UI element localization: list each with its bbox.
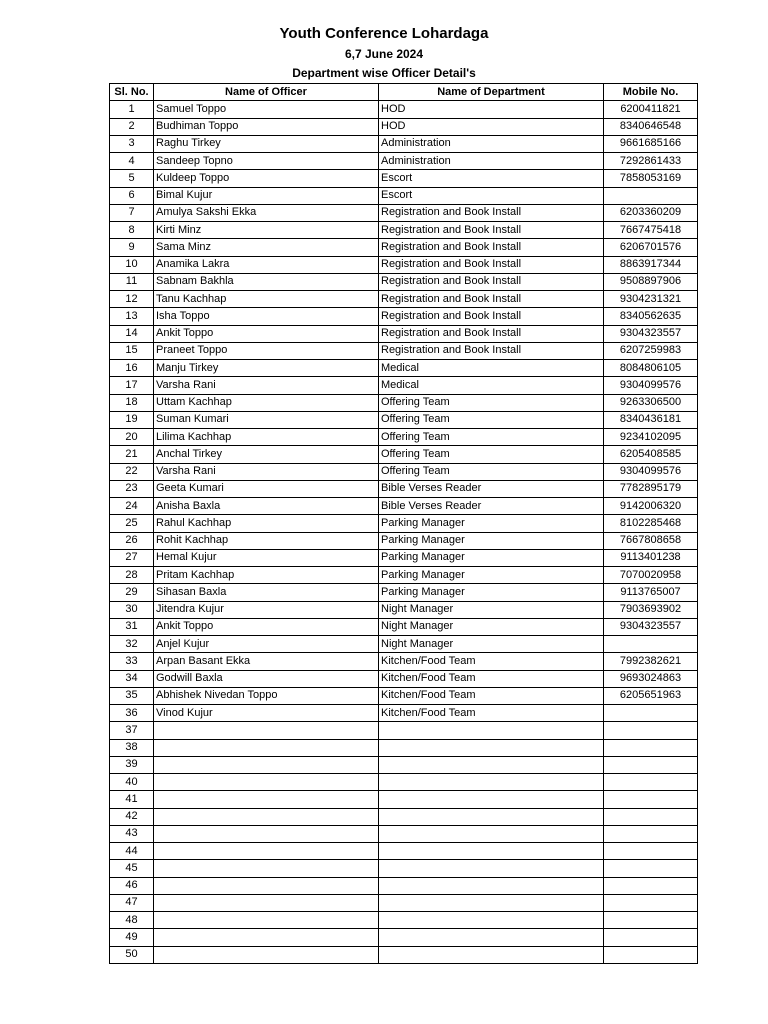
cell-officer-name: Geeta Kumari bbox=[154, 480, 379, 497]
cell-sl-no: 42 bbox=[110, 808, 154, 825]
cell-mobile-no bbox=[604, 705, 698, 722]
cell-department-name bbox=[379, 912, 604, 929]
table-row bbox=[110, 170, 698, 187]
cell-department-name bbox=[379, 808, 604, 825]
cell-officer-name: Vinod Kujur bbox=[154, 705, 379, 722]
cell-mobile-no: 8340646548 bbox=[604, 118, 698, 135]
cell-officer-name bbox=[154, 739, 379, 756]
document-title: Youth Conference Lohardaga bbox=[279, 25, 489, 42]
cell-sl-no: 21 bbox=[110, 446, 154, 463]
table-row bbox=[110, 342, 698, 359]
cell-officer-name: Isha Toppo bbox=[154, 308, 379, 325]
cell-department-name: HOD bbox=[379, 118, 604, 135]
cell-officer-name: Sandeep Topno bbox=[154, 153, 379, 170]
cell-officer-name bbox=[154, 860, 379, 877]
cell-sl-no: 8 bbox=[110, 222, 154, 239]
cell-department-name: Offering Team bbox=[379, 411, 604, 428]
cell-department-name: Night Manager bbox=[379, 601, 604, 618]
cell-officer-name bbox=[154, 791, 379, 808]
cell-mobile-no: 9661685166 bbox=[604, 135, 698, 152]
table-row bbox=[110, 601, 698, 618]
cell-department-name: Parking Manager bbox=[379, 567, 604, 584]
cell-officer-name: Manju Tirkey bbox=[154, 360, 379, 377]
header-officer-name: Name of Officer bbox=[154, 84, 379, 101]
cell-department-name bbox=[379, 929, 604, 946]
cell-department-name: Registration and Book Install bbox=[379, 256, 604, 273]
cell-officer-name: Hemal Kujur bbox=[154, 549, 379, 566]
cell-officer-name: Ankit Toppo bbox=[154, 618, 379, 635]
cell-sl-no: 33 bbox=[110, 653, 154, 670]
table-row bbox=[110, 705, 698, 722]
table-row bbox=[110, 222, 698, 239]
header-mobile-no: Mobile No. bbox=[604, 84, 698, 101]
table-row bbox=[110, 273, 698, 290]
cell-sl-no: 34 bbox=[110, 670, 154, 687]
cell-mobile-no bbox=[604, 929, 698, 946]
cell-sl-no: 6 bbox=[110, 187, 154, 204]
cell-officer-name: Godwill Baxla bbox=[154, 670, 379, 687]
cell-mobile-no bbox=[604, 808, 698, 825]
table-row bbox=[110, 377, 698, 394]
table-row bbox=[110, 912, 698, 929]
cell-mobile-no: 9263306500 bbox=[604, 394, 698, 411]
cell-department-name: Medical bbox=[379, 360, 604, 377]
cell-officer-name bbox=[154, 877, 379, 894]
cell-department-name: Offering Team bbox=[379, 394, 604, 411]
cell-mobile-no: 6207259983 bbox=[604, 342, 698, 359]
cell-department-name: Administration bbox=[379, 153, 604, 170]
cell-sl-no: 45 bbox=[110, 860, 154, 877]
cell-officer-name: Varsha Rani bbox=[154, 377, 379, 394]
cell-department-name: Kitchen/Food Team bbox=[379, 670, 604, 687]
table-row bbox=[110, 256, 698, 273]
table-row bbox=[110, 756, 698, 773]
cell-sl-no: 27 bbox=[110, 549, 154, 566]
cell-mobile-no bbox=[604, 187, 698, 204]
cell-sl-no: 22 bbox=[110, 463, 154, 480]
cell-department-name: Bible Verses Reader bbox=[379, 480, 604, 497]
cell-mobile-no bbox=[604, 860, 698, 877]
table-row bbox=[110, 463, 698, 480]
cell-department-name: Registration and Book Install bbox=[379, 308, 604, 325]
cell-mobile-no bbox=[604, 825, 698, 842]
table-row bbox=[110, 135, 698, 152]
cell-officer-name: Bimal Kujur bbox=[154, 187, 379, 204]
table-row bbox=[110, 860, 698, 877]
table-row bbox=[110, 515, 698, 532]
cell-department-name bbox=[379, 877, 604, 894]
cell-officer-name: Anchal Tirkey bbox=[154, 446, 379, 463]
table-row bbox=[110, 636, 698, 653]
table-row bbox=[110, 118, 698, 135]
cell-officer-name: Abhishek Nivedan Toppo bbox=[154, 687, 379, 704]
cell-department-name: Kitchen/Food Team bbox=[379, 653, 604, 670]
table-row bbox=[110, 394, 698, 411]
cell-mobile-no: 9304231321 bbox=[604, 291, 698, 308]
cell-mobile-no: 7992382621 bbox=[604, 653, 698, 670]
cell-mobile-no: 9304323557 bbox=[604, 618, 698, 635]
cell-sl-no: 46 bbox=[110, 877, 154, 894]
cell-department-name: Registration and Book Install bbox=[379, 239, 604, 256]
cell-department-name bbox=[379, 774, 604, 791]
table-heading: Department wise Officer Detail's bbox=[292, 66, 476, 80]
table-row bbox=[110, 825, 698, 842]
table-row bbox=[110, 618, 698, 635]
cell-sl-no: 16 bbox=[110, 360, 154, 377]
table-row bbox=[110, 549, 698, 566]
table-row bbox=[110, 567, 698, 584]
cell-mobile-no: 9113401238 bbox=[604, 549, 698, 566]
cell-sl-no: 37 bbox=[110, 722, 154, 739]
table-row bbox=[110, 187, 698, 204]
officer-table bbox=[109, 83, 698, 964]
table-row bbox=[110, 204, 698, 221]
cell-department-name bbox=[379, 825, 604, 842]
cell-officer-name: Uttam Kachhap bbox=[154, 394, 379, 411]
cell-mobile-no: 9113765007 bbox=[604, 584, 698, 601]
table-row bbox=[110, 894, 698, 911]
cell-mobile-no bbox=[604, 774, 698, 791]
table-row bbox=[110, 739, 698, 756]
cell-sl-no: 29 bbox=[110, 584, 154, 601]
cell-department-name: Night Manager bbox=[379, 618, 604, 635]
cell-officer-name: Anisha Baxla bbox=[154, 498, 379, 515]
cell-sl-no: 49 bbox=[110, 929, 154, 946]
cell-sl-no: 41 bbox=[110, 791, 154, 808]
cell-officer-name: Sama Minz bbox=[154, 239, 379, 256]
cell-officer-name bbox=[154, 946, 379, 963]
cell-department-name bbox=[379, 843, 604, 860]
cell-department-name: Escort bbox=[379, 187, 604, 204]
cell-sl-no: 3 bbox=[110, 135, 154, 152]
cell-mobile-no: 6205408585 bbox=[604, 446, 698, 463]
cell-mobile-no: 9304099576 bbox=[604, 377, 698, 394]
cell-mobile-no: 6203360209 bbox=[604, 204, 698, 221]
cell-department-name bbox=[379, 722, 604, 739]
cell-department-name: Parking Manager bbox=[379, 549, 604, 566]
cell-mobile-no bbox=[604, 877, 698, 894]
cell-department-name: Offering Team bbox=[379, 429, 604, 446]
cell-mobile-no: 7667475418 bbox=[604, 222, 698, 239]
cell-mobile-no bbox=[604, 791, 698, 808]
cell-sl-no: 28 bbox=[110, 567, 154, 584]
cell-officer-name: Anjel Kujur bbox=[154, 636, 379, 653]
cell-mobile-no: 9234102095 bbox=[604, 429, 698, 446]
table-header-row bbox=[110, 84, 698, 101]
table-row bbox=[110, 480, 698, 497]
table-row bbox=[110, 325, 698, 342]
cell-department-name: Registration and Book Install bbox=[379, 222, 604, 239]
cell-department-name: Parking Manager bbox=[379, 584, 604, 601]
cell-mobile-no: 8863917344 bbox=[604, 256, 698, 273]
cell-mobile-no bbox=[604, 912, 698, 929]
cell-sl-no: 2 bbox=[110, 118, 154, 135]
cell-officer-name: Samuel Toppo bbox=[154, 101, 379, 118]
cell-sl-no: 15 bbox=[110, 342, 154, 359]
cell-officer-name bbox=[154, 774, 379, 791]
cell-mobile-no: 7667808658 bbox=[604, 532, 698, 549]
cell-officer-name: Varsha Rani bbox=[154, 463, 379, 480]
cell-department-name: Bible Verses Reader bbox=[379, 498, 604, 515]
cell-mobile-no: 8084806105 bbox=[604, 360, 698, 377]
cell-officer-name: Rahul Kachhap bbox=[154, 515, 379, 532]
cell-sl-no: 32 bbox=[110, 636, 154, 653]
cell-sl-no: 23 bbox=[110, 480, 154, 497]
cell-officer-name bbox=[154, 808, 379, 825]
cell-officer-name: Ankit Toppo bbox=[154, 325, 379, 342]
cell-sl-no: 24 bbox=[110, 498, 154, 515]
cell-department-name bbox=[379, 739, 604, 756]
table-row bbox=[110, 687, 698, 704]
cell-officer-name: Budhiman Toppo bbox=[154, 118, 379, 135]
cell-sl-no: 20 bbox=[110, 429, 154, 446]
table-row bbox=[110, 877, 698, 894]
cell-sl-no: 9 bbox=[110, 239, 154, 256]
table-row bbox=[110, 498, 698, 515]
table-row bbox=[110, 584, 698, 601]
cell-department-name: Registration and Book Install bbox=[379, 204, 604, 221]
table-row bbox=[110, 653, 698, 670]
cell-department-name: Kitchen/Food Team bbox=[379, 705, 604, 722]
cell-mobile-no bbox=[604, 894, 698, 911]
table-row bbox=[110, 153, 698, 170]
cell-sl-no: 50 bbox=[110, 946, 154, 963]
cell-mobile-no: 8340562635 bbox=[604, 308, 698, 325]
cell-sl-no: 18 bbox=[110, 394, 154, 411]
cell-mobile-no: 6205651963 bbox=[604, 687, 698, 704]
cell-department-name: Parking Manager bbox=[379, 532, 604, 549]
cell-sl-no: 40 bbox=[110, 774, 154, 791]
cell-officer-name bbox=[154, 912, 379, 929]
cell-sl-no: 4 bbox=[110, 153, 154, 170]
table-row bbox=[110, 774, 698, 791]
cell-mobile-no: 7782895179 bbox=[604, 480, 698, 497]
cell-sl-no: 14 bbox=[110, 325, 154, 342]
cell-department-name: Registration and Book Install bbox=[379, 273, 604, 290]
cell-officer-name: Lilima Kachhap bbox=[154, 429, 379, 446]
cell-officer-name: Sihasan Baxla bbox=[154, 584, 379, 601]
cell-officer-name: Praneet Toppo bbox=[154, 342, 379, 359]
cell-sl-no: 48 bbox=[110, 912, 154, 929]
table-row bbox=[110, 446, 698, 463]
table-row bbox=[110, 429, 698, 446]
cell-officer-name: Rohit Kachhap bbox=[154, 532, 379, 549]
cell-department-name: HOD bbox=[379, 101, 604, 118]
cell-department-name: Kitchen/Food Team bbox=[379, 687, 604, 704]
cell-officer-name: Kirti Minz bbox=[154, 222, 379, 239]
cell-sl-no: 13 bbox=[110, 308, 154, 325]
cell-sl-no: 25 bbox=[110, 515, 154, 532]
cell-mobile-no bbox=[604, 946, 698, 963]
cell-sl-no: 17 bbox=[110, 377, 154, 394]
cell-sl-no: 30 bbox=[110, 601, 154, 618]
cell-officer-name: Raghu Tirkey bbox=[154, 135, 379, 152]
cell-officer-name: Sabnam Bakhla bbox=[154, 273, 379, 290]
cell-department-name: Offering Team bbox=[379, 463, 604, 480]
cell-sl-no: 38 bbox=[110, 739, 154, 756]
cell-sl-no: 12 bbox=[110, 291, 154, 308]
cell-mobile-no bbox=[604, 636, 698, 653]
cell-sl-no: 7 bbox=[110, 204, 154, 221]
cell-department-name: Medical bbox=[379, 377, 604, 394]
cell-officer-name: Kuldeep Toppo bbox=[154, 170, 379, 187]
cell-department-name: Offering Team bbox=[379, 446, 604, 463]
table-row bbox=[110, 360, 698, 377]
cell-officer-name: Arpan Basant Ekka bbox=[154, 653, 379, 670]
table-row bbox=[110, 791, 698, 808]
cell-officer-name bbox=[154, 929, 379, 946]
cell-sl-no: 35 bbox=[110, 687, 154, 704]
cell-mobile-no: 9142006320 bbox=[604, 498, 698, 515]
cell-department-name bbox=[379, 756, 604, 773]
cell-mobile-no: 6206701576 bbox=[604, 239, 698, 256]
table-row bbox=[110, 808, 698, 825]
cell-officer-name: Anamika Lakra bbox=[154, 256, 379, 273]
cell-department-name: Registration and Book Install bbox=[379, 342, 604, 359]
table-row bbox=[110, 670, 698, 687]
cell-sl-no: 36 bbox=[110, 705, 154, 722]
cell-officer-name bbox=[154, 825, 379, 842]
table-row bbox=[110, 239, 698, 256]
table-row bbox=[110, 946, 698, 963]
table-row bbox=[110, 411, 698, 428]
header-sl-no: Sl. No. bbox=[110, 84, 154, 101]
cell-sl-no: 1 bbox=[110, 101, 154, 118]
table-row bbox=[110, 722, 698, 739]
cell-department-name bbox=[379, 791, 604, 808]
cell-sl-no: 10 bbox=[110, 256, 154, 273]
cell-sl-no: 11 bbox=[110, 273, 154, 290]
table-row bbox=[110, 843, 698, 860]
header-department-name: Name of Department bbox=[379, 84, 604, 101]
cell-officer-name: Jitendra Kujur bbox=[154, 601, 379, 618]
cell-mobile-no bbox=[604, 722, 698, 739]
cell-department-name: Registration and Book Install bbox=[379, 325, 604, 342]
cell-officer-name: Tanu Kachhap bbox=[154, 291, 379, 308]
cell-officer-name bbox=[154, 894, 379, 911]
cell-mobile-no bbox=[604, 843, 698, 860]
cell-sl-no: 47 bbox=[110, 894, 154, 911]
document-date: 6,7 June 2024 bbox=[344, 47, 424, 61]
cell-officer-name: Suman Kumari bbox=[154, 411, 379, 428]
cell-department-name: Parking Manager bbox=[379, 515, 604, 532]
table-row bbox=[110, 308, 698, 325]
cell-mobile-no: 9693024863 bbox=[604, 670, 698, 687]
cell-mobile-no: 8340436181 bbox=[604, 411, 698, 428]
cell-mobile-no bbox=[604, 756, 698, 773]
cell-mobile-no: 7070020958 bbox=[604, 567, 698, 584]
cell-officer-name bbox=[154, 722, 379, 739]
cell-mobile-no: 7292861433 bbox=[604, 153, 698, 170]
table-row bbox=[110, 291, 698, 308]
cell-sl-no: 39 bbox=[110, 756, 154, 773]
cell-sl-no: 43 bbox=[110, 825, 154, 842]
cell-mobile-no: 7858053169 bbox=[604, 170, 698, 187]
cell-sl-no: 26 bbox=[110, 532, 154, 549]
cell-mobile-no: 9304099576 bbox=[604, 463, 698, 480]
cell-officer-name: Pritam Kachhap bbox=[154, 567, 379, 584]
cell-sl-no: 19 bbox=[110, 411, 154, 428]
cell-mobile-no: 6200411821 bbox=[604, 101, 698, 118]
table-row bbox=[110, 532, 698, 549]
table-body bbox=[110, 101, 698, 964]
cell-mobile-no: 8102285468 bbox=[604, 515, 698, 532]
cell-department-name: Registration and Book Install bbox=[379, 291, 604, 308]
cell-department-name bbox=[379, 894, 604, 911]
cell-sl-no: 31 bbox=[110, 618, 154, 635]
cell-mobile-no bbox=[604, 739, 698, 756]
cell-sl-no: 5 bbox=[110, 170, 154, 187]
cell-mobile-no: 9304323557 bbox=[604, 325, 698, 342]
table-row bbox=[110, 929, 698, 946]
cell-officer-name bbox=[154, 843, 379, 860]
cell-department-name bbox=[379, 860, 604, 877]
cell-department-name: Escort bbox=[379, 170, 604, 187]
cell-mobile-no: 9508897906 bbox=[604, 273, 698, 290]
cell-department-name: Administration bbox=[379, 135, 604, 152]
cell-sl-no: 44 bbox=[110, 843, 154, 860]
cell-officer-name: Amulya Sakshi Ekka bbox=[154, 204, 379, 221]
cell-mobile-no: 7903693902 bbox=[604, 601, 698, 618]
cell-department-name: Night Manager bbox=[379, 636, 604, 653]
cell-officer-name bbox=[154, 756, 379, 773]
table-row bbox=[110, 101, 698, 118]
cell-department-name bbox=[379, 946, 604, 963]
